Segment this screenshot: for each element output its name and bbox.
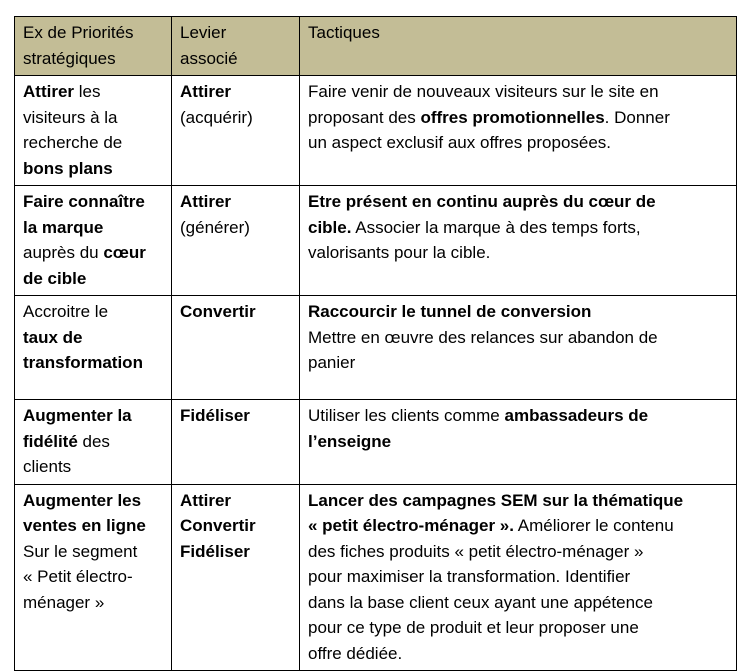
cell-text-line — [23, 325, 165, 351]
text-run: visiteurs à la — [23, 107, 118, 127]
header-priorities — [15, 17, 172, 76]
bold-text: l’enseigne — [308, 431, 392, 451]
cell-text-line — [23, 590, 165, 616]
tactics-cell — [300, 400, 737, 485]
cell-text-line — [308, 130, 730, 156]
text-run: un aspect exclusif aux offres proposées. — [308, 133, 612, 152]
table-row — [15, 484, 737, 671]
cell-text-line — [308, 641, 730, 667]
text-run: Mettre en œuvre des relances sur abandon de — [308, 327, 658, 347]
lever-cell — [172, 296, 300, 400]
bold-text: Augmenter les — [23, 490, 142, 510]
priority-cell — [15, 484, 172, 671]
text-run: proposant des — [308, 107, 421, 127]
bold-text: Convertir — [180, 516, 256, 535]
bold-text: Fidéliser — [180, 541, 250, 561]
cell-text-line — [180, 403, 293, 429]
cell-text-line — [23, 513, 165, 539]
tactics-cell — [300, 76, 737, 186]
cell-text-line — [308, 189, 730, 215]
cell-text-line — [308, 590, 730, 616]
text-run: (générer) — [180, 217, 250, 237]
cell-text-line — [308, 615, 730, 641]
priority-cell — [15, 400, 172, 485]
text-run: pour ce type de produit et leur proposer une — [308, 618, 639, 637]
cell-text-line — [308, 429, 730, 455]
cell-text-line — [23, 240, 165, 266]
table-body — [15, 76, 737, 671]
header-row — [15, 17, 737, 76]
bold-text: Etre présent en continu auprès du cœur de — [308, 192, 656, 211]
tactics-cell — [300, 484, 737, 671]
bold-text: Raccourcir le tunnel de conversion — [308, 302, 592, 321]
table-row — [15, 76, 737, 186]
text-run: les — [74, 82, 101, 101]
bold-text: Augmenter la — [23, 406, 132, 425]
cell-text-line — [23, 79, 165, 105]
cell-text-line — [308, 240, 730, 266]
bold-text: Faire connaître — [23, 192, 145, 211]
text-run: (acquérir) — [180, 107, 253, 127]
text-run: . Donner — [604, 107, 670, 127]
cell-text-line — [23, 299, 165, 325]
cell-text-line — [23, 564, 165, 590]
header-tactics — [300, 17, 737, 76]
cell-text-line — [23, 539, 165, 565]
text-run: pour maximiser la transformation. Identifier — [308, 567, 631, 586]
table-row — [15, 400, 737, 485]
cell-text-line — [308, 513, 730, 539]
bold-text: taux de — [23, 327, 83, 347]
text-run: Associer la marque à des temps forts, — [351, 217, 641, 237]
bold-text: bons plans — [23, 158, 113, 178]
bold-text: la marque — [23, 217, 104, 237]
bold-text: transformation — [23, 353, 143, 372]
text-run: Utiliser les clients comme — [308, 406, 505, 425]
bold-text: ambassadeurs de — [504, 406, 649, 425]
text-run: Sur le segment — [23, 541, 138, 561]
bold-text: Attirer — [180, 192, 232, 211]
bold-text: Attirer — [180, 82, 232, 101]
bold-text: fidélité — [23, 431, 78, 451]
bold-text: Attirer — [23, 82, 75, 101]
cell-text-line — [23, 130, 165, 156]
text-run: auprès du — [23, 243, 104, 262]
cell-text-line — [308, 403, 730, 429]
text-run: Faire venir de nouveaux visiteurs sur le site en — [308, 82, 659, 101]
text-run: Accroitre le — [23, 302, 109, 321]
text-run: ménager » — [23, 592, 105, 612]
cell-text-line — [308, 539, 730, 565]
priority-cell — [15, 76, 172, 186]
tactics-cell — [300, 296, 737, 400]
cell-text-line — [180, 189, 293, 215]
bold-text: offres promotionnelles — [420, 107, 605, 127]
header-lever — [172, 17, 300, 76]
text-run: offre dédiée. — [308, 643, 403, 663]
text-run: « Petit électro- — [23, 567, 133, 586]
cell-text-line — [308, 215, 730, 241]
bold-text: cible. — [308, 217, 352, 237]
cell-text-line — [180, 539, 293, 565]
cell-text-line — [308, 79, 730, 105]
lever-cell — [172, 400, 300, 485]
table-row — [15, 296, 737, 400]
header-text-line: stratégiques — [23, 48, 116, 68]
cell-text-line — [308, 564, 730, 590]
bold-text: de cible — [23, 268, 87, 288]
bold-text: Lancer des campagnes SEM sur la thématique — [308, 490, 684, 510]
cell-text-line — [23, 454, 165, 480]
cell-text-line — [308, 325, 730, 351]
lever-cell — [172, 76, 300, 186]
lever-cell — [172, 186, 300, 296]
cell-text-line — [23, 215, 165, 241]
text-run: des fiches produits « petit électro-ménager » — [308, 541, 644, 561]
strategy-table — [14, 16, 737, 671]
cell-text-line — [180, 513, 293, 539]
text-run: panier — [308, 353, 356, 372]
cell-text-line — [23, 403, 165, 429]
table-row — [15, 186, 737, 296]
cell-text-line — [180, 299, 293, 325]
cell-text-line — [23, 350, 165, 376]
text-run: clients — [23, 457, 72, 476]
cell-text-line — [180, 105, 293, 131]
text-run: des — [77, 431, 110, 451]
header-text-line: Levier — [180, 23, 227, 42]
cell-text-line — [308, 105, 730, 131]
cell-text-line — [308, 350, 730, 376]
text-run: Améliorer le contenu — [513, 516, 674, 535]
bold-text: cœur — [103, 243, 146, 262]
text-run: valorisants pour la cible. — [308, 243, 491, 262]
header-text-line: Ex de Priorités — [23, 23, 134, 42]
cell-text-line — [180, 215, 293, 241]
header-text-line: Tactiques — [308, 23, 380, 42]
cell-text-line — [23, 429, 165, 455]
bold-text: ventes en ligne — [23, 516, 146, 535]
priority-cell — [15, 186, 172, 296]
bold-text: « petit électro-ménager ». — [308, 516, 514, 535]
text-run: dans la base client ceux ayant une appétence — [308, 592, 653, 612]
priority-cell — [15, 296, 172, 400]
cell-text-line — [180, 79, 293, 105]
cell-text-line — [23, 266, 165, 292]
cell-text-line — [308, 488, 730, 514]
lever-cell — [172, 484, 300, 671]
tactics-cell — [300, 186, 737, 296]
text-run: recherche de — [23, 133, 123, 152]
cell-text-line — [23, 488, 165, 514]
bold-text: Convertir — [180, 302, 256, 321]
cell-text-line — [308, 299, 730, 325]
cell-text-line — [180, 488, 293, 514]
bold-text: Fidéliser — [180, 406, 250, 425]
bold-text: Attirer — [180, 490, 232, 510]
cell-text-line — [23, 105, 165, 131]
header-text-line: associé — [180, 48, 238, 68]
cell-text-line — [23, 156, 165, 182]
cell-text-line — [23, 189, 165, 215]
